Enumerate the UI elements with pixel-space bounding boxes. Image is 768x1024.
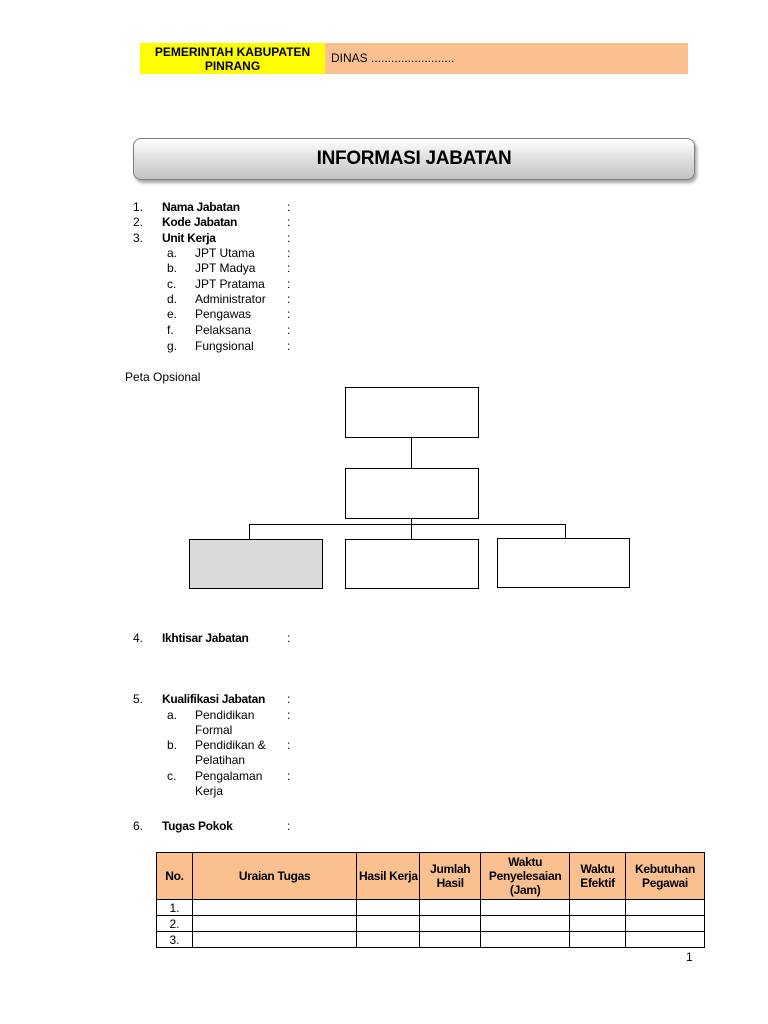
header-dinas: DINAS ......................... [325,43,688,74]
sub-text-line2: Kerja [195,784,224,798]
sub-letter: d. [167,292,178,306]
table-cell[interactable] [626,900,705,916]
org-connector [411,438,412,468]
sub-letter: e. [167,307,178,321]
sub-letter: c. [167,769,177,783]
sub-letter: b. [167,261,178,275]
org-connector [411,519,412,539]
table-header-row [157,853,705,900]
item-label: Nama Jabatan [162,200,240,214]
header-pemerintah: PEMERINTAH KABUPATEN PINRANG [140,43,325,74]
sub-letter: a. [167,708,178,722]
item-label: Kode Jabatan [162,215,238,229]
item-number: 2. [133,215,144,229]
sub-colon: : [287,246,291,260]
table-row [157,916,705,932]
table-cell[interactable] [481,900,570,916]
page-title: INFORMASI JABATAN [133,138,695,180]
org-box-top [345,387,479,438]
sub-text: Fungsional [195,339,254,353]
peta-label: Peta Opsional [125,370,201,384]
sub-colon: : [287,769,291,783]
item-number: 3. [133,231,144,245]
sub-letter: g. [167,339,178,353]
kualifikasi-item [0,738,768,768]
col-header-jumlah-hasil: Jumlah Hasil [420,853,481,900]
item-label: Ikhtisar Jabatan [162,631,249,645]
item-colon: : [287,692,291,706]
table-row [157,900,705,916]
sub-text: Pelaksana [195,323,252,337]
sub-colon: : [287,261,291,275]
sub-text-line2: Pelatihan [195,753,246,767]
item-colon: : [287,200,291,214]
sub-letter: a. [167,246,178,260]
org-connector-horizontal [249,524,566,525]
col-header-waktu-penyelesaian: Waktu Penyelesaian (Jam) [481,853,570,900]
item-colon: : [287,631,291,645]
table-cell[interactable] [192,932,356,948]
item-label: Tugas Pokok [162,819,233,833]
item-number: 5. [133,692,144,706]
col-header-waktu-efektif: Waktu Efektif [570,853,626,900]
sub-text: Pengawas [195,307,252,321]
table-cell[interactable] [626,932,705,948]
kualifikasi-item [0,708,768,738]
table-cell[interactable] [481,932,570,948]
page-number: 1 [686,950,693,964]
kualifikasi-item [0,769,768,799]
item-colon: : [287,819,291,833]
item-number: 1. [133,200,144,214]
table-cell[interactable] [420,916,481,932]
sub-text-line1: Pengalaman [195,769,263,783]
org-connector [249,524,250,539]
sub-text-line1: Pendidikan [195,708,255,722]
sub-colon: : [287,307,291,321]
sub-colon: : [287,708,291,722]
sub-letter: b. [167,738,178,752]
tugas-pokok-table [156,852,705,948]
sub-colon: : [287,323,291,337]
item-number: 6. [133,819,144,833]
table-cell[interactable] [481,916,570,932]
sub-text-line1: Pendidikan & [195,738,266,752]
sub-colon: : [287,277,291,291]
row-number: 2. [157,916,193,932]
sub-text-line2: Formal [195,723,233,737]
table-cell[interactable] [357,900,420,916]
col-header-uraian: Uraian Tugas [192,853,356,900]
org-box-center [345,539,479,589]
table-cell[interactable] [420,932,481,948]
row-number: 3. [157,932,193,948]
item-number: 4. [133,631,144,645]
table-cell[interactable] [357,932,420,948]
table-cell[interactable] [420,900,481,916]
sub-text: JPT Madya [195,261,256,275]
table-cell[interactable] [570,916,626,932]
table-cell[interactable] [570,932,626,948]
item-label: Kualifikasi Jabatan [162,692,266,706]
sub-colon: : [287,738,291,752]
sub-colon: : [287,292,291,306]
org-box-right [497,538,630,588]
table-cell[interactable] [626,916,705,932]
sub-letter: f. [167,323,174,337]
table-cell[interactable] [192,900,356,916]
org-box-left-highlighted [189,539,323,589]
row-number: 1. [157,900,193,916]
col-header-no: No. [157,853,193,900]
sub-text: JPT Utama [195,246,255,260]
org-connector [565,524,566,539]
table-cell[interactable] [192,916,356,932]
table-row [157,932,705,948]
sub-text: Administrator [195,292,266,306]
table-cell[interactable] [357,916,420,932]
org-box-middle [345,468,479,519]
sub-letter: c. [167,277,177,291]
col-header-kebutuhan-pegawai: Kebutuhan Pegawai [626,853,705,900]
item-colon: : [287,231,291,245]
item-label: Unit Kerja [162,231,216,245]
col-header-hasil-kerja: Hasil Kerja [357,853,420,900]
item-colon: : [287,215,291,229]
sub-colon: : [287,339,291,353]
sub-text: JPT Pratama [195,277,265,291]
table-cell[interactable] [570,900,626,916]
